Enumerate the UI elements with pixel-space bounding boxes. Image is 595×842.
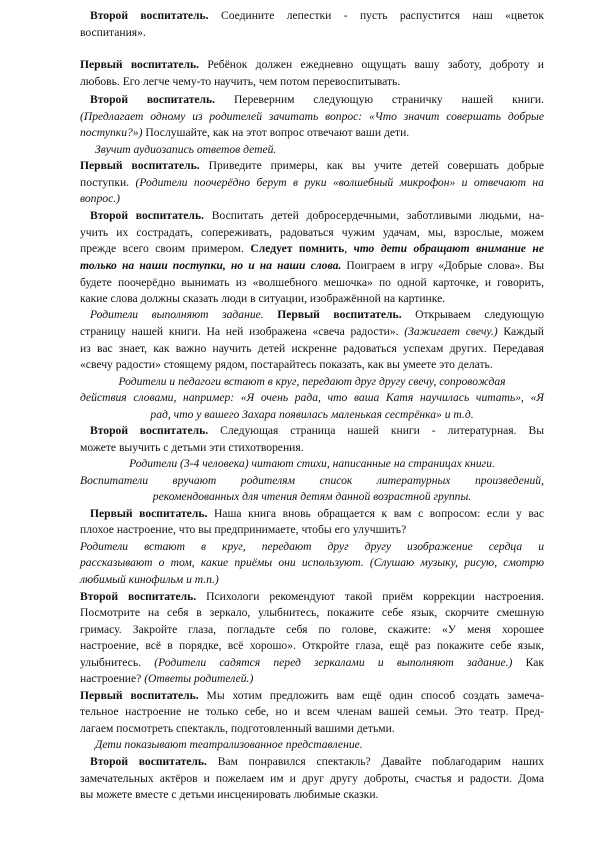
speaker-label: Второй воспитатель. (90, 93, 216, 106)
body-text: Следующая страница нашей книги - литературная. Вы (208, 424, 544, 437)
body-text: будете поочерёдно вынимать из «волшебного мешочка» по одной карточке, и говорить, (80, 276, 544, 289)
text-line (80, 638, 544, 654)
text-line (80, 341, 544, 357)
body-text: улыбнитесь. (80, 656, 155, 669)
body-text: Каждый (497, 325, 544, 338)
speaker-label: Первый воспитатель. (80, 58, 200, 71)
body-text: Поиграем в игру «Добрые слова». Вы (341, 259, 544, 272)
stage-direction: рекомендованных для чтения детям данной возрастной группы. (152, 490, 472, 503)
stage-direction: рад, что у вашего Захара появилась маленькая сестрёнка» и т.д. (150, 408, 474, 421)
speaker-label: Второй воспитатель. (80, 590, 197, 603)
speaker-label: Второй воспитатель. (90, 9, 209, 22)
stage-direction: рассказывают о том, какие приёмы они используют. (Слушаю музыку, рисую, смотрю (80, 556, 544, 569)
body-text: вы можете вместе с детьми инсценировать любимые сказки. (80, 788, 379, 801)
body-text: какие слова должны сказать люди в ситуации, изображённой на картинке. (80, 292, 446, 305)
body-text: учить их сострадать, сопереживать, радоваться чужим удачам, мы, взрослые, можем (80, 226, 544, 239)
text-line (80, 57, 544, 73)
body-text: гримасу. Закройте глаза, погладьте себя по голове, скажите: «У меня хорошее (80, 623, 544, 636)
text-line (80, 539, 544, 555)
text-line (90, 754, 544, 770)
body-text: Послушайте, как на этот вопрос отвечают ваши дети. (142, 126, 410, 139)
text-line (80, 291, 544, 307)
speaker-label: Следует помнить (250, 242, 345, 255)
text-line (95, 737, 495, 753)
text-line (80, 357, 544, 373)
body-text: Переверним следующую страничку нашей книги. (215, 93, 545, 106)
text-line (80, 489, 544, 505)
body-text: «свечу радости» стоящему рядом, постарайтесь показать, как вы умеете это делать. (80, 358, 493, 371)
body-text: Наша книга вновь обращается к вам с вопросом: если у вас (207, 507, 544, 520)
stage-direction: поступки?») (80, 126, 143, 139)
speaker-label: Второй воспитатель. (90, 424, 209, 437)
stage-direction: Родители (3-4 человека) читают стихи, написанные на страницах книги. (129, 457, 495, 470)
body-text: Как (512, 656, 544, 669)
stage-direction: (Ответы родителей.) (144, 672, 254, 685)
stage-direction: Дети показывают театрализованное представление. (95, 738, 363, 751)
text-line (80, 522, 544, 538)
text-line (80, 175, 544, 191)
body-text: прежде всего своим примером. (80, 242, 251, 255)
stage-direction: любимый кинофильм и т.п.) (80, 573, 219, 586)
body-text: Мы хотим предложить вам ещё один способ создать замеча- (198, 689, 544, 702)
text-line (80, 374, 544, 390)
text-line (90, 506, 544, 522)
stage-direction: Родители выполняют задание. (90, 308, 264, 321)
body-text: настроение, всё в порядке, всё хорошо». Откройте глаза, ещё раз покажите себе язык, (80, 639, 544, 652)
body-text: Психологи рекомендуют такой приём коррекции настроения. (196, 590, 544, 603)
stage-direction: (Родители поочерёдно берут в руки «волшебный микрофон» и отвечают на (135, 176, 544, 189)
text-line (80, 125, 510, 141)
body-text: тельное настроение не только себе, но и всем членам вашей семьи. Это театр. Пред- (80, 705, 544, 718)
body-text: страницу нашей книги. На ней изображена «свеча радости». (80, 325, 405, 338)
text-line (80, 25, 180, 41)
body-text: можете выучить с детьми эти стихотворения. (80, 441, 304, 454)
text-line (80, 688, 544, 704)
speaker-label: Второй воспитатель. (90, 755, 207, 768)
stage-direction: Звучит аудиозапись ответов детей. (95, 143, 277, 156)
body-text: , (344, 242, 354, 255)
text-line (80, 473, 544, 489)
speaker-label: Первый воспитатель. (80, 689, 199, 702)
stage-direction: (Родители садятся перед зеркалами и выполняют задание.) (154, 656, 513, 669)
body-text: лагаем посмотреть спектакль, подготовленный вашими детьми. (80, 722, 395, 735)
text-line (80, 622, 544, 638)
body-text: воспитания». (80, 26, 146, 39)
stage-direction: (Зажигает свечу.) (404, 325, 498, 338)
stage-direction: Родители и педагоги встают в круг, передают друг другу свечу, сопровождая (118, 375, 506, 388)
text-line (80, 390, 544, 406)
text-line (95, 142, 395, 158)
text-line (80, 555, 544, 571)
text-line (90, 208, 544, 224)
text-line (80, 787, 544, 803)
text-line (80, 225, 544, 241)
text-line (80, 605, 544, 621)
body-text: любовь. Его легче чему-то научить, чем потом перевоспитывать. (80, 75, 401, 88)
text-line (80, 109, 544, 125)
body-text: замечательных актёров и пожелаем им и друг другу доброты, счастья и радости. Дома (80, 772, 544, 785)
text-line (90, 423, 544, 439)
body-text: Соедините лепестки - пусть распустится наш «цветок (208, 9, 544, 22)
text-line (80, 456, 544, 472)
text-line (90, 8, 544, 24)
text-line (80, 589, 544, 605)
body-text: Посмотрите на себя в зеркало, улыбнитесь, покажите себе язык, скорчите смешную (80, 606, 544, 619)
text-line (80, 572, 380, 588)
text-line (80, 655, 544, 671)
body-text: Приведите примеры, как вы учите детей совершать добрые (199, 159, 545, 172)
speaker-label: Первый воспитатель. (277, 308, 402, 321)
body-text: из вас знает, как важно научить детей искренне радоваться успехам других. Передавая (80, 342, 544, 355)
text-line (80, 191, 180, 207)
text-line (80, 407, 544, 423)
stage-direction: Родители встают в круг, передают друг другу изображение сердца и (80, 540, 544, 553)
speaker-label: Первый воспитатель. (90, 507, 208, 520)
text-line (80, 771, 544, 787)
body-text: Открываем следующую (401, 308, 544, 321)
text-line (80, 158, 544, 174)
body-text: настроение? (80, 672, 145, 685)
text-line (80, 721, 544, 737)
text-line (90, 307, 544, 323)
body-text: Воспитать детей добросердечными, заботливыми людьми, на- (203, 209, 544, 222)
stage-direction: (Предлагает одному из родителей зачитать вопрос: «Что значит совершать добрые (80, 110, 544, 123)
body-text (264, 308, 278, 321)
text-line (80, 241, 544, 257)
speaker-label: Второй воспитатель. (90, 209, 204, 222)
text-line (80, 671, 380, 687)
stage-direction: действия словами, например: «Я очень рада, что ваша Катя научилась читать», «Я (80, 391, 544, 404)
stage-direction: Воспитатели вручают родителям список литературных произведений, (80, 474, 544, 487)
text-line (80, 258, 544, 274)
text-line (80, 74, 510, 90)
stage-direction: только на наши поступки, но и на наши слова. (80, 259, 342, 272)
speaker-label: Первый воспитатель. (80, 159, 200, 172)
body-text: поступки. (80, 176, 136, 189)
text-line (80, 704, 544, 720)
text-line (80, 440, 480, 456)
stage-direction: что дети обращают внимание не (353, 242, 544, 255)
text-line (80, 324, 544, 340)
text-line (90, 92, 544, 108)
body-text: плохое настроение, что вы предпринимаете, чтобы его улучшить? (80, 523, 407, 536)
stage-direction: вопрос.) (80, 192, 120, 205)
body-text: Вам понравился спектакль? Давайте поблагодарим наших (206, 755, 545, 768)
text-line (80, 275, 544, 291)
body-text: Ребёнок должен ежедневно ощущать вашу заботу, доброту и (199, 58, 544, 71)
